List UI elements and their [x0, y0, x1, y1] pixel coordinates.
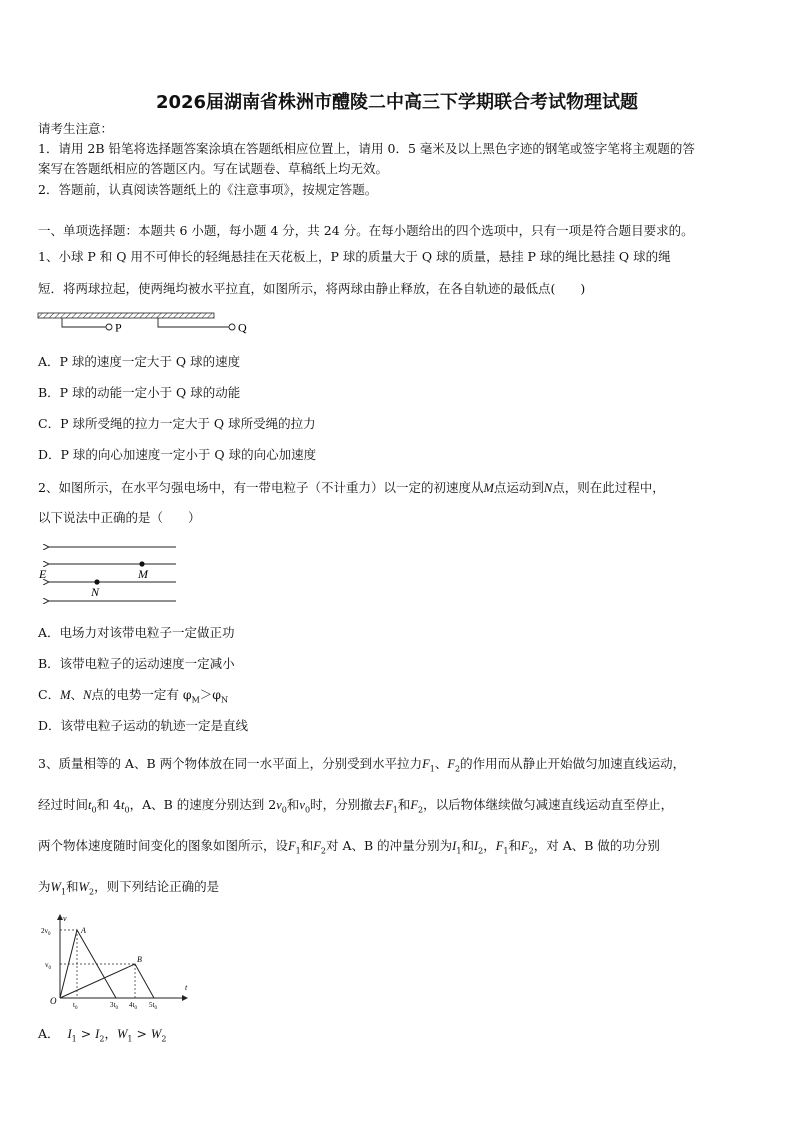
- q3-f2-var: F: [447, 757, 456, 771]
- tick-5t0: $5t_0$: [149, 1001, 157, 1011]
- q3-t-sub: 0: [91, 805, 97, 815]
- q2-stem-part2: 点运动到: [493, 480, 544, 495]
- q1-option-a: A．P 球的速度一定大于 Q 球的速度: [38, 354, 241, 369]
- label-m: M: [138, 567, 148, 581]
- q3-opt-a-i1: I: [67, 1027, 72, 1041]
- q3-l1-b: 的作用而从静止开始做匀加速直线运动，: [460, 756, 686, 771]
- q1-option-b: B．P 球的动能一定小于 Q 球的动能: [38, 385, 241, 400]
- q1-option-c: C．P 球所受绳的拉力一定大于 Q 球所受绳的拉力: [38, 416, 316, 431]
- q3-l2-b: ，A、B 的速度分别达到 2: [129, 797, 277, 812]
- t-axis-arrow: [182, 995, 188, 1001]
- q3-opt-a-prefix: A．: [38, 1026, 60, 1041]
- q3-l1-a: 3、质量相等的 A、B 两个物体放在同一水平面上，分别受到水平拉力: [38, 756, 423, 771]
- q3-l3-b: 对 A、B 的冲量分别为: [326, 838, 453, 853]
- q3-f1-var: F: [422, 757, 430, 771]
- q3-l2-a: 经过时间: [38, 797, 89, 812]
- q3-opt-a-w2-sub: 2: [161, 1034, 167, 1044]
- q3-i2-sub: 2: [478, 846, 484, 856]
- q3-l3-and3: 和: [508, 838, 521, 853]
- q2-opt-c-n: N: [83, 688, 92, 702]
- q3-4t-sub: 0: [124, 805, 130, 815]
- q2-option-a: A．电场力对该带电粒子一定做正功: [38, 625, 235, 640]
- q3-l2-and: 和 4: [96, 797, 122, 812]
- q3-vt-graph: [36, 912, 196, 1010]
- q3-l3-f2: F: [313, 839, 321, 853]
- q3-t-var: t: [88, 798, 92, 812]
- q3-option-a: [38, 1025, 758, 1049]
- point-m: [139, 561, 144, 566]
- q-label: Q: [238, 320, 247, 335]
- notice-item-1b: 案写在答题纸相应的答题区内。写在试题卷、草稿纸上均无效。: [38, 161, 389, 176]
- q2-opt-c-sub-n: N: [221, 695, 229, 705]
- q3-2v-sub: 0: [281, 805, 287, 815]
- point-b-label: B: [137, 955, 142, 964]
- q3-i2: I: [473, 839, 479, 853]
- tick-3t0: $3t_0$: [110, 1001, 118, 1011]
- q3-l3-f1b: F: [495, 839, 504, 853]
- axis-label-v: v: [63, 914, 67, 923]
- q3-l2-f1: F: [385, 798, 393, 812]
- q3-opt-a-w1: W: [116, 1027, 128, 1041]
- line-b: [60, 964, 154, 998]
- exam-title: 2026届湖南省株洲市醴陵二中高三下学期联合考试物理试题: [155, 92, 639, 113]
- q3-opt-a-w1-sub: 1: [127, 1034, 133, 1044]
- q3-opt-a-comma: ，: [104, 1026, 117, 1041]
- q2-opt-c-gt: ＞φ: [199, 687, 222, 702]
- q3-l3-a: 两个物体速度随时间变化的图象如图所示，设: [38, 838, 289, 853]
- label-e: E: [39, 567, 47, 581]
- q2-stem-line2: 以下说法中正确的是（ ）: [38, 510, 201, 525]
- ceiling: [38, 313, 214, 318]
- tick-t0: $t_0$: [73, 1001, 78, 1011]
- q2-opt-c-prefix: C．: [38, 687, 61, 702]
- q3-stem-line4: [38, 878, 758, 902]
- q3-opt-a-gt1: >: [76, 1026, 96, 1041]
- q3-l2-d: 时，分别撤去: [310, 797, 386, 812]
- q3-4t-var: t: [121, 798, 125, 812]
- origin-label: O: [50, 996, 57, 1006]
- q3-opt-a-i2: I: [95, 1027, 100, 1041]
- q3-l4-a: 为: [38, 879, 51, 894]
- p-ball: [106, 324, 112, 330]
- notice-item-1a: 1．请用 2B 铅笔将选择题答案涂填在答题纸相应位置上，请用 0．5 毫米及以上黑色字迹的钢笔或签字笔将主观题的答: [38, 141, 695, 156]
- tick-v0: $v_0$: [45, 961, 51, 971]
- notice-heading: 请考生注意：: [38, 121, 114, 136]
- q2-opt-c-text: 点的电势一定有 φ: [91, 687, 192, 702]
- q3-l2-c: 和: [286, 797, 300, 812]
- q3-l2-e: 和: [397, 797, 411, 812]
- q1-stem-line2: 短．将两球拉起，使两绳均被水平拉直，如图所示，将两球由静止释放，在各自轨迹的最低点( ): [38, 281, 586, 296]
- q3-w1: W: [50, 880, 61, 894]
- q2-option-c: [38, 686, 758, 710]
- point-a-label: A: [81, 926, 86, 935]
- q3-l3-and2: 和: [461, 838, 474, 853]
- q3-l3-c: ，: [483, 838, 496, 853]
- q3-l2-f2-sub: 2: [417, 805, 424, 815]
- q3-l3-f2b-sub: 2: [528, 846, 534, 856]
- q3-l4-and: 和: [66, 879, 79, 894]
- q3-opt-a-w2: W: [150, 1027, 162, 1041]
- q3-l3-f1b-sub: 1: [503, 846, 509, 856]
- q3-f1-sub: 1: [429, 764, 435, 774]
- q3-l2-f1-sub: 1: [392, 805, 398, 815]
- q3-l2-f: ，以后物体继续做匀减速直线运动直至停止，: [423, 797, 674, 812]
- q3-l2-f2: F: [410, 798, 418, 812]
- q3-v-sub: 0: [304, 805, 311, 815]
- q3-l3-f2-sub: 2: [320, 846, 326, 856]
- q3-v-var: v: [299, 798, 305, 812]
- q1-figure: [36, 308, 266, 338]
- q3-i1: I: [452, 839, 457, 853]
- q3-stem-line1: [38, 755, 758, 779]
- label-n: N: [91, 585, 100, 599]
- q3-l1-sep: 、: [434, 756, 448, 771]
- q3-l3-f1: F: [288, 839, 296, 853]
- axis-label-t: t: [185, 983, 188, 992]
- q3-w1-sub: 1: [60, 887, 67, 897]
- q3-opt-a-i1-sub: 1: [71, 1034, 77, 1044]
- q3-l3-f1-sub: 1: [295, 846, 301, 856]
- q3-l3-and1: 和: [300, 838, 314, 853]
- q3-l3-d: ，对 A、B 做的功分别: [533, 838, 660, 853]
- q-string: [158, 318, 229, 327]
- notice-item-2: 2．答题前，认真阅读答题纸上的《注意事项》，按规定答题。: [38, 182, 378, 197]
- q2-stem-part1: 2、如图所示，在水平匀强电场中，有一带电粒子（不计重力）以一定的初速度从: [38, 480, 484, 495]
- q2-stem-part3: 点，则在此过程中，: [552, 480, 665, 495]
- q3-opt-a-i2-sub: 2: [99, 1034, 105, 1044]
- q3-l4-b: ，则下列结论正确的是: [94, 879, 220, 894]
- q3-opt-a-gt2: >: [132, 1026, 151, 1041]
- q2-var-n: N: [543, 481, 553, 495]
- q2-var-m: M: [483, 481, 494, 495]
- q2-figure: [38, 540, 178, 606]
- q3-stem-line3: [38, 837, 758, 861]
- q2-opt-c-sub-m: M: [191, 695, 200, 705]
- p-label: P: [115, 320, 122, 335]
- q2-stem-line1: [38, 479, 758, 497]
- p-string: [62, 318, 106, 327]
- tick-2v0: $2v_0$: [41, 927, 51, 937]
- q3-i1-sub: 1: [456, 846, 462, 856]
- q3-2v-var: v: [276, 798, 282, 812]
- q3-l3-f2b: F: [520, 839, 529, 853]
- section-heading: 一、单项选择题：本题共 6 小题，每小题 4 分，共 24 分。在每小题给出的四个选项中，只有一项是符合题目要求的。: [38, 223, 694, 238]
- q2-opt-c-m: M: [60, 688, 71, 702]
- q2-option-b: B．该带电粒子的运动速度一定减小: [38, 656, 235, 671]
- q3-f2-sub: 2: [455, 764, 461, 774]
- q1-option-d: D．P 球的向心加速度一定小于 Q 球的向心加速度: [38, 447, 317, 462]
- q2-option-d: D．该带电粒子运动的轨迹一定是直线: [38, 718, 249, 733]
- q1-stem-line1: 1、小球 P 和 Q 用不可伸长的轻绳悬挂在天花板上，P 球的质量大于 Q 球的质量，悬挂 P 球的绳比悬挂 Q 球的绳: [38, 249, 671, 264]
- point-n: [94, 579, 99, 584]
- tick-4t0: $4t_0$: [129, 1001, 137, 1011]
- q2-opt-c-sep: 、: [70, 687, 84, 702]
- q3-w2-sub: 2: [88, 887, 95, 897]
- q-ball: [229, 324, 235, 330]
- q3-stem-line2: [38, 796, 758, 820]
- q3-w2: W: [78, 880, 89, 894]
